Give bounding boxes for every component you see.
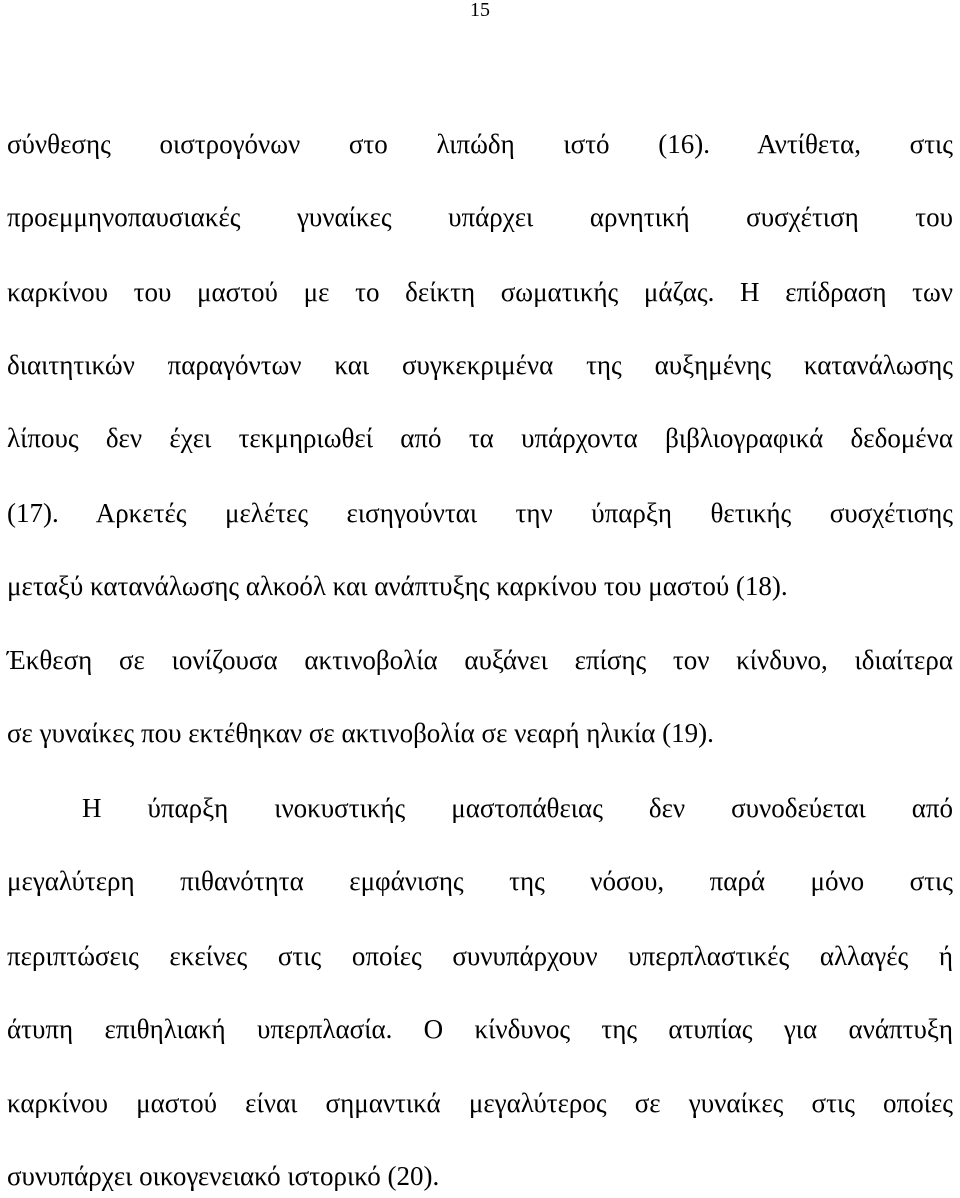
text-line: συνυπάρχει οικογενειακό ιστορικό (20).: [7, 1161, 440, 1191]
text-line: καρκίνου του μαστού με το δείκτη σωματικής μάζας. Η επίδραση των: [7, 277, 953, 307]
text-line: (17). Αρκετές μελέτες εισηγούνται την ύπαρξη θετικής συσχέτισης: [7, 498, 953, 528]
text-line: προεμμηνοπαυσιακές γυναίκες υπάρχει αρνητική συσχέτιση του: [7, 202, 953, 232]
text-line: λίπους δεν έχει τεκμηριωθεί από τα υπάρχοντα βιβλιογραφικά δεδομένα: [7, 423, 953, 453]
text-line: Η ύπαρξη ινοκυστικής μαστοπάθειας δεν συνοδεύεται από: [82, 793, 953, 823]
text-line: καρκίνου μαστού είναι σημαντικά μεγαλύτερος σε γυναίκες στις οποίες: [7, 1088, 953, 1118]
text-line: διαιτητικών παραγόντων και συγκεκριμένα της αυξημένης κατανάλωσης: [7, 350, 953, 380]
text-line: μεγαλύτερη πιθανότητα εμφάνισης της νόσου, παρά μόνο στις: [7, 866, 953, 896]
text-line: Έκθεση σε ιονίζουσα ακτινοβολία αυξάνει επίσης τον κίνδυνο, ιδιαίτερα: [7, 645, 953, 675]
text-line: άτυπη επιθηλιακή υπερπλασία. Ο κίνδυνος της ατυπίας για ανάπτυξη: [7, 1014, 953, 1044]
text-line: σε γυναίκες που εκτέθηκαν σε ακτινοβολία σε νεαρή ηλικία (19).: [7, 718, 714, 748]
text-line: μεταξύ κατανάλωσης αλκοόλ και ανάπτυξης καρκίνου του μαστού (18).: [7, 571, 788, 601]
page-number: 15: [470, 0, 490, 21]
text-line: περιπτώσεις εκείνες στις οποίες συνυπάρχουν υπερπλαστικές αλλαγές ή: [7, 941, 953, 971]
text-line: σύνθεσης οιστρογόνων στο λιπώδη ιστό (16). Αντίθετα, στις: [7, 129, 953, 159]
